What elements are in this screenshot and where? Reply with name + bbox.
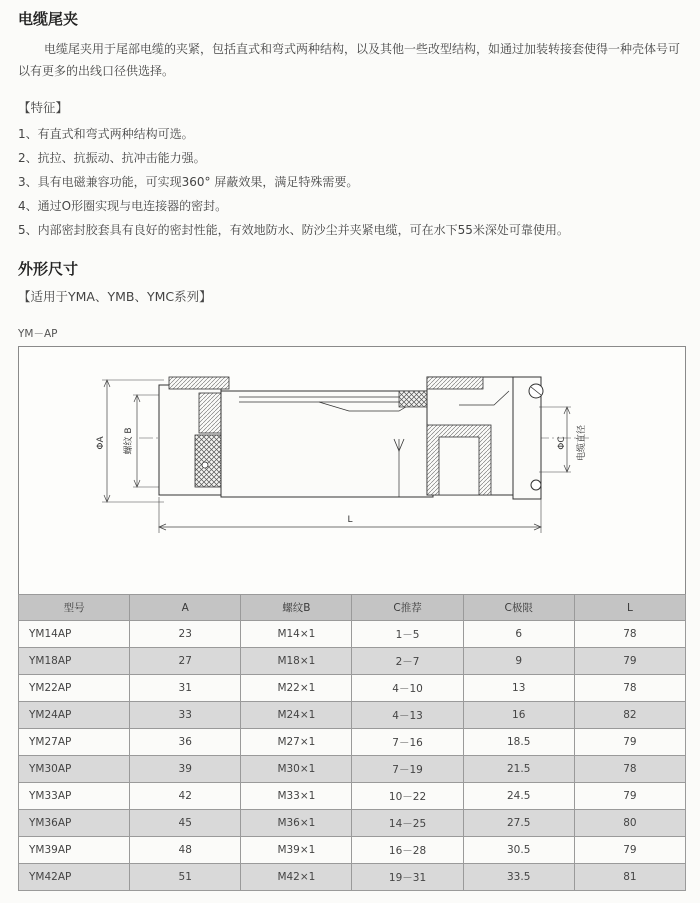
cell-model: YM30AP [19,756,130,783]
cell-thread-b: M42×1 [241,864,352,891]
applies-to-label: 【适用于YMA、YMB、YMC系列】 [18,289,212,304]
features-list [18,122,690,242]
cell-l: 82 [574,702,685,729]
feature-item: 1、有直式和弯式两种结构可选。 [18,127,194,141]
cell-model: YM42AP [19,864,130,891]
cell-a: 39 [130,756,241,783]
label-cable-dia: 电缆直径 [577,424,587,462]
cell-c-limit: 33.5 [463,864,574,891]
cell-l: 78 [574,621,685,648]
intro-paragraph: 电缆尾夹用于尾部电缆的夹紧，包括直式和弯式两种结构，以及其他一些改型结构，如通过加装转接套使得一种壳体号可以有更多的出线口径供选择。 [18,42,681,78]
cell-c-recommended: 16－28 [352,837,463,864]
cell-c-limit: 30.5 [463,837,574,864]
header-a: A [130,595,241,621]
table-row [19,621,686,648]
cell-c-recommended: 2－7 [352,648,463,675]
feature-item: 5、内部密封胶套具有良好的密封性能，有效地防水、防沙尘并夹紧电缆，可在水下55米深处可靠使用。 [18,223,569,237]
cell-a: 33 [130,702,241,729]
label-dia-c: ΦC [557,436,567,450]
cell-a: 48 [130,837,241,864]
table-row [19,864,686,891]
cell-a: 31 [130,675,241,702]
cell-model: YM33AP [19,783,130,810]
header-l: L [574,595,685,621]
cell-thread-b: M24×1 [241,702,352,729]
cell-model: YM39AP [19,837,130,864]
table-row [19,729,686,756]
cell-c-recommended: 10－22 [352,783,463,810]
cell-l: 79 [574,783,685,810]
header-thread-b: 螺纹B [241,595,352,621]
table-row [19,675,686,702]
cell-c-limit: 27.5 [463,810,574,837]
cell-l: 78 [574,756,685,783]
cell-thread-b: M30×1 [241,756,352,783]
cell-thread-b: M27×1 [241,729,352,756]
table-row [19,756,686,783]
table-row [19,837,686,864]
cell-l: 79 [574,837,685,864]
drawing-svg [19,347,687,595]
cell-l: 79 [574,648,685,675]
cell-a: 23 [130,621,241,648]
features-heading: 【特征】 [18,100,69,115]
cell-model: YM22AP [19,675,130,702]
cell-thread-b: M18×1 [241,648,352,675]
cell-c-recommended: 14－25 [352,810,463,837]
dimensions-title: 外形尺寸 [18,260,79,278]
header-model: 型号 [19,595,130,621]
cell-c-limit: 6 [463,621,574,648]
table-row [19,702,686,729]
cell-model: YM14AP [19,621,130,648]
technical-drawing [18,346,686,594]
section-title: 电缆尾夹 [18,10,79,28]
cell-a: 27 [130,648,241,675]
label-dia-a: ΦA [96,436,106,450]
label-length: L [347,515,353,525]
cell-c-limit: 16 [463,702,574,729]
cell-a: 45 [130,810,241,837]
feature-item: 3、具有电磁兼容功能，可实现360° 屏蔽效果，满足特殊需要。 [18,175,359,189]
table-row [19,810,686,837]
cell-l: 80 [574,810,685,837]
table-header-row [19,595,686,621]
header-c-recommended: C推荐 [352,595,463,621]
clamp-screw-bottom [531,480,541,490]
table-row [19,648,686,675]
cell-c-limit: 9 [463,648,574,675]
cell-model: YM24AP [19,702,130,729]
cell-c-recommended: 1－5 [352,621,463,648]
cell-c-limit: 13 [463,675,574,702]
cell-l: 81 [574,864,685,891]
cell-l: 79 [574,729,685,756]
cell-c-recommended: 4－13 [352,702,463,729]
cell-c-recommended: 4－10 [352,675,463,702]
header-c-limit: C极限 [463,595,574,621]
cell-thread-b: M36×1 [241,810,352,837]
feature-item: 2、抗拉、抗振动、抗冲击能力强。 [18,151,206,165]
cell-a: 51 [130,864,241,891]
cell-thread-b: M33×1 [241,783,352,810]
cell-c-limit: 24.5 [463,783,574,810]
table-row [19,783,686,810]
cell-model: YM18AP [19,648,130,675]
label-thread-b: 螺纹 B [124,427,134,455]
cell-a: 36 [130,729,241,756]
cell-model: YM36AP [19,810,130,837]
cell-c-recommended: 7－16 [352,729,463,756]
cell-model: YM27AP [19,729,130,756]
cell-c-recommended: 19－31 [352,864,463,891]
spec-table [18,594,686,891]
cell-c-limit: 21.5 [463,756,574,783]
cell-c-limit: 18.5 [463,729,574,756]
cell-c-recommended: 7－19 [352,756,463,783]
cell-a: 42 [130,783,241,810]
feature-item: 4、通过O形圈实现与电连接器的密封。 [18,199,228,213]
model-label: YM－AP [18,328,58,340]
cell-l: 78 [574,675,685,702]
cell-thread-b: M14×1 [241,621,352,648]
cell-thread-b: M22×1 [241,675,352,702]
cell-thread-b: M39×1 [241,837,352,864]
